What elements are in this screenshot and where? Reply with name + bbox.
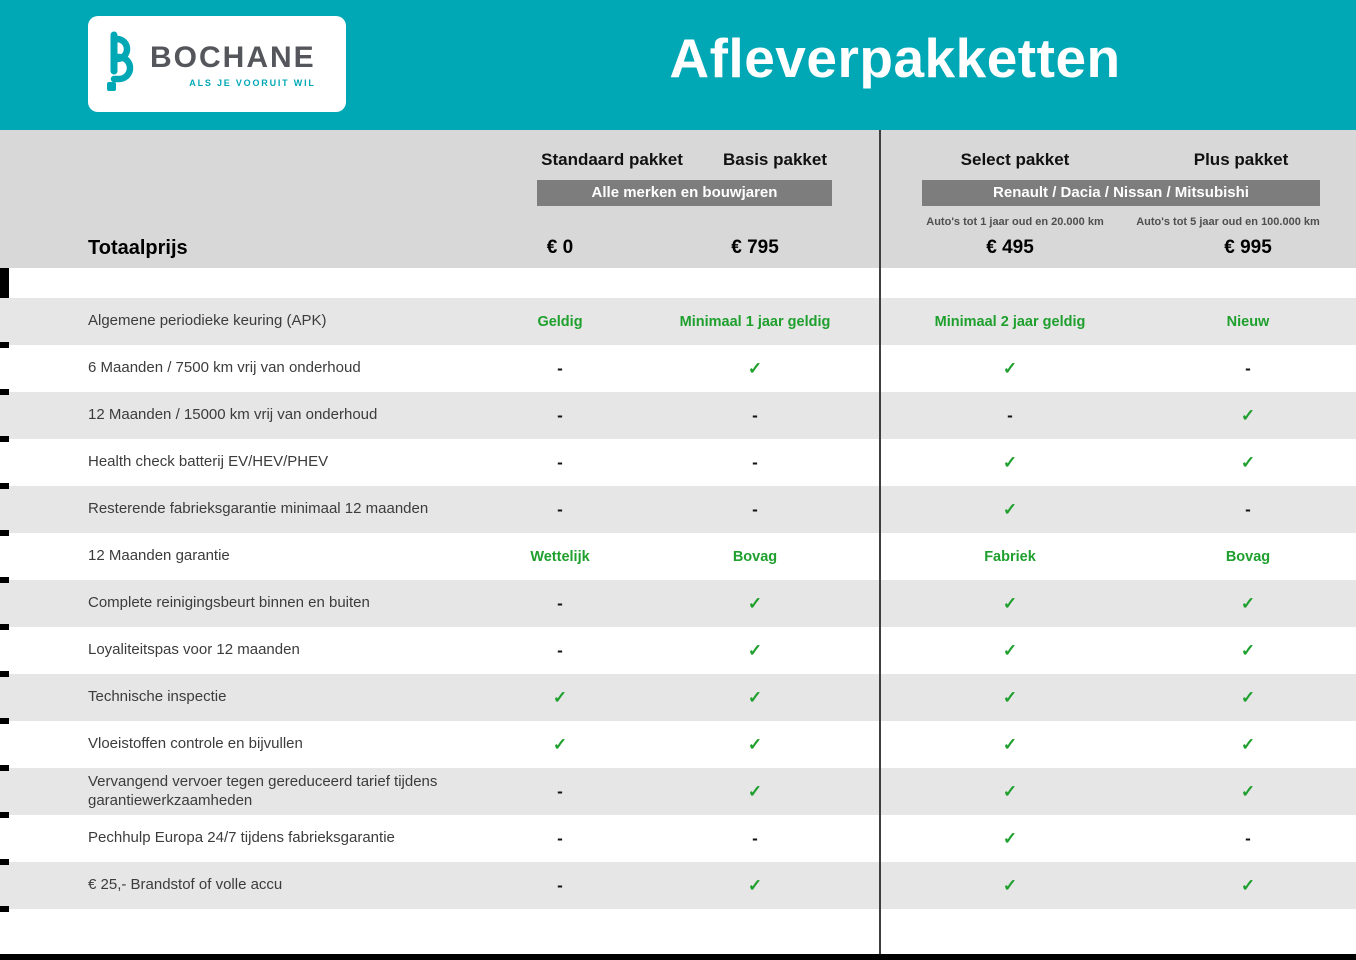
- total-price-row: [0, 228, 1356, 268]
- group-badge-renault-dacia-nissan: Renault / Dacia / Nissan / Mitsubishi: [922, 180, 1320, 206]
- feature-label: Vervangend vervoer tegen gereduceerd tarief tijdens garantiewerkzaamheden: [88, 772, 438, 809]
- included-check-icon: ✓: [747, 358, 763, 378]
- feature-row: [0, 392, 1356, 439]
- included-check-icon: ✓: [1002, 875, 1018, 895]
- not-included-mark: -: [557, 405, 563, 425]
- not-included-mark: -: [1245, 358, 1251, 378]
- included-check-icon: ✓: [552, 734, 568, 754]
- price-plus-pakket: € 995: [1224, 237, 1272, 258]
- column-header-standaard-pakket: Standaard pakket: [541, 150, 683, 169]
- included-check-icon: ✓: [747, 781, 763, 801]
- feature-row: [0, 439, 1356, 486]
- not-included-mark: -: [752, 499, 758, 519]
- not-included-mark: -: [557, 499, 563, 519]
- not-included-mark: -: [752, 828, 758, 848]
- included-check-icon: ✓: [747, 640, 763, 660]
- feature-label: € 25,- Brandstof of volle accu: [88, 876, 283, 894]
- included-check-icon: ✓: [1240, 452, 1256, 472]
- feature-row: [0, 580, 1356, 627]
- feature-label: Technische inspectie: [88, 688, 227, 706]
- included-check-icon: ✓: [747, 687, 763, 707]
- included-check-icon: ✓: [1002, 828, 1018, 848]
- brand-name: BOCHANE: [150, 40, 316, 74]
- feature-row: [0, 627, 1356, 674]
- features-table: [0, 298, 1356, 909]
- packages-header-band: [0, 130, 1356, 268]
- feature-row: [0, 674, 1356, 721]
- price-standaard-pakket: € 0: [546, 237, 574, 258]
- column-header-select-pakket: Select pakket: [960, 150, 1070, 169]
- feature-value-text: Geldig: [537, 313, 583, 330]
- edge-mark: [0, 530, 9, 536]
- included-check-icon: ✓: [1002, 640, 1018, 660]
- not-included-mark: -: [752, 452, 758, 472]
- edge-mark: [0, 577, 9, 583]
- feature-row: [0, 721, 1356, 768]
- included-check-icon: ✓: [1240, 734, 1256, 754]
- plus-pakket-note: Auto's tot 5 jaar oud en 100.000 km: [1136, 216, 1320, 228]
- bochane-logo: [88, 16, 346, 112]
- price-select-pakket: € 495: [986, 237, 1034, 258]
- feature-row: [0, 298, 1356, 345]
- edge-mark: [0, 483, 9, 489]
- edge-mark: [0, 671, 9, 677]
- column-header-basis-pakket: Basis pakket: [723, 150, 827, 169]
- included-check-icon: ✓: [552, 687, 568, 707]
- feature-value-text: Fabriek: [984, 548, 1036, 565]
- feature-row: [0, 345, 1356, 392]
- not-included-mark: -: [557, 593, 563, 613]
- feature-label: Pechhulp Europa 24/7 tijdens fabrieksgarantie: [88, 829, 395, 847]
- included-check-icon: ✓: [1240, 687, 1256, 707]
- page-title: Afleverpakketten: [669, 27, 1121, 89]
- group-badge-alle-merken: Alle merken en bouwjaren: [537, 180, 832, 206]
- feature-label: Health check batterij EV/HEV/PHEV: [88, 453, 329, 471]
- edge-mark: [0, 436, 9, 442]
- included-check-icon: ✓: [1002, 358, 1018, 378]
- feature-label: 12 Maanden garantie: [88, 547, 230, 565]
- bochane-logo-text: [150, 41, 316, 88]
- included-check-icon: ✓: [1240, 781, 1256, 801]
- included-check-icon: ✓: [747, 875, 763, 895]
- price-basis-pakket: € 795: [731, 237, 779, 258]
- included-check-icon: ✓: [1002, 687, 1018, 707]
- edge-mark: [0, 765, 9, 771]
- feature-label: Algemene periodieke keuring (APK): [88, 312, 327, 330]
- included-check-icon: ✓: [747, 734, 763, 754]
- included-check-icon: ✓: [1002, 781, 1018, 801]
- included-check-icon: ✓: [1002, 593, 1018, 613]
- select-pakket-note: Auto's tot 1 jaar oud en 20.000 km: [926, 216, 1104, 228]
- not-included-mark: -: [752, 405, 758, 425]
- bottom-edge-bar: [0, 954, 1356, 960]
- not-included-mark: -: [557, 781, 563, 801]
- edge-mark: [0, 342, 9, 348]
- edge-mark: [0, 906, 9, 912]
- feature-value-text: Minimaal 1 jaar geldig: [679, 313, 831, 330]
- feature-label: 6 Maanden / 7500 km vrij van onderhoud: [88, 359, 361, 377]
- included-check-icon: ✓: [1240, 405, 1256, 425]
- not-included-mark: -: [557, 875, 563, 895]
- edge-mark: [0, 624, 9, 630]
- feature-value-text: Wettelijk: [530, 548, 590, 565]
- included-check-icon: ✓: [1002, 734, 1018, 754]
- edge-mark: [0, 268, 9, 298]
- feature-value-text: Nieuw: [1226, 313, 1270, 330]
- feature-label: 12 Maanden / 15000 km vrij van onderhoud: [88, 406, 378, 424]
- edge-mark: [0, 389, 9, 395]
- feature-value-text: Minimaal 2 jaar geldig: [934, 313, 1086, 330]
- total-price-label: Totaalprijs: [88, 236, 188, 259]
- included-check-icon: ✓: [1240, 875, 1256, 895]
- feature-label: Loyaliteitspas voor 12 maanden: [88, 641, 300, 659]
- included-check-icon: ✓: [1002, 452, 1018, 472]
- edge-mark: [0, 812, 9, 818]
- not-included-mark: -: [1245, 828, 1251, 848]
- feature-label: Resterende fabrieksgarantie minimaal 12 maanden: [88, 500, 429, 518]
- feature-value-text: Bovag: [732, 548, 778, 565]
- feature-label: Vloeistoffen controle en bijvullen: [88, 735, 303, 753]
- edge-mark: [0, 859, 9, 865]
- bochane-logo-icon: [104, 31, 138, 98]
- included-check-icon: ✓: [1002, 499, 1018, 519]
- header-banner: [0, 0, 1356, 130]
- not-included-mark: -: [557, 640, 563, 660]
- feature-label: Complete reinigingsbeurt binnen en buiten: [88, 594, 370, 612]
- not-included-mark: -: [557, 358, 563, 378]
- feature-row: [0, 815, 1356, 862]
- included-check-icon: ✓: [1240, 640, 1256, 660]
- not-included-mark: -: [557, 828, 563, 848]
- feature-row: [0, 768, 1356, 815]
- feature-row: [0, 862, 1356, 909]
- column-header-plus-pakket: Plus pakket: [1193, 150, 1289, 169]
- not-included-mark: -: [1245, 499, 1251, 519]
- included-check-icon: ✓: [747, 593, 763, 613]
- feature-row: [0, 486, 1356, 533]
- brand-tagline: ALS JE VOORUIT WIL: [189, 77, 316, 88]
- included-check-icon: ✓: [1240, 593, 1256, 613]
- not-included-mark: -: [1007, 405, 1013, 425]
- edge-mark: [0, 718, 9, 724]
- column-group-divider: [879, 130, 881, 954]
- not-included-mark: -: [557, 452, 563, 472]
- feature-row: [0, 533, 1356, 580]
- feature-value-text: Bovag: [1225, 548, 1271, 565]
